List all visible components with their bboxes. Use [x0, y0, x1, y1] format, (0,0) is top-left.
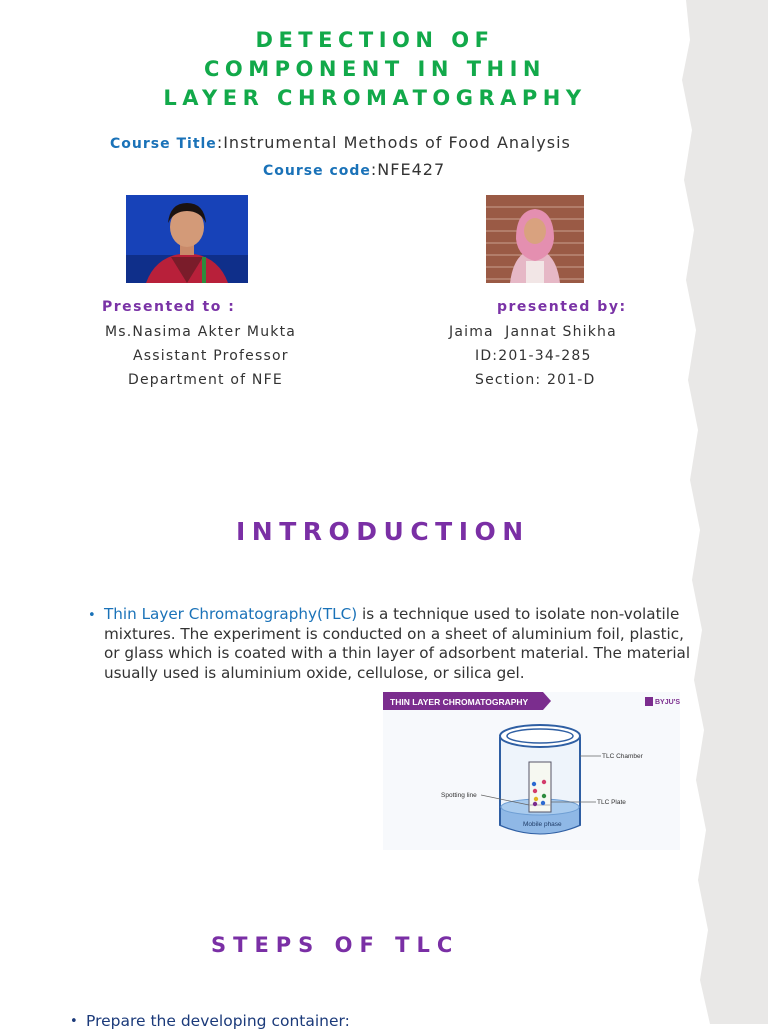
steps-item-1: Prepare the developing container: — [86, 1012, 350, 1030]
tlc-term: Thin Layer Chromatography(TLC) — [104, 605, 358, 623]
course-code-row — [263, 160, 445, 179]
tlc-diagram — [383, 692, 680, 850]
teacher-photo — [126, 195, 248, 283]
course-code-value: :NFE427 — [370, 160, 446, 179]
title-line-3: LAYER CHROMATOGRAPHY — [163, 86, 587, 110]
title-line-1: DETECTION OF — [255, 28, 495, 52]
diagram-brand: BYJU'S — [655, 699, 680, 706]
course-title-value: :Instrumental Methods of Food Analysis — [216, 133, 571, 152]
presented-by-name: Jaima Jannat Shikha — [449, 324, 617, 340]
label-tlc-plate: TLC Plate — [597, 799, 626, 806]
presented-by-section: Section: 201-D — [475, 372, 596, 388]
student-photo — [486, 195, 584, 283]
intro-bullet: • — [88, 608, 96, 623]
presented-to-label: Presented to : — [102, 299, 236, 315]
steps-heading: STEPS OF TLC — [211, 933, 460, 957]
label-mobile-phase: Mobile phase — [523, 821, 562, 828]
title-line-2: COMPONENT IN THIN — [203, 57, 547, 81]
diagram-banner: THIN LAYER CHROMATOGRAPHY — [390, 697, 529, 707]
course-title-row — [110, 133, 571, 152]
presented-by-id: ID:201-34-285 — [475, 348, 592, 364]
presented-by-label: presented by: — [497, 299, 627, 315]
label-spotting-line: Spotting line — [441, 792, 477, 799]
course-code-label: Course code — [263, 163, 371, 179]
label-tlc-chamber: TLC Chamber — [602, 753, 643, 760]
steps-bullet: • — [70, 1014, 78, 1029]
intro-paragraph — [104, 605, 694, 683]
intro-text: is a technique used to isolate non-volatile mixtures. The experiment is conducted on a sheet of aluminium foil, plastic, or glass which is coated with a thin layer of adsorbent material. The material usually used is aluminium oxide, cellulose, or silica gel. — [104, 605, 691, 682]
presented-to-name: Ms.Nasima Akter Mukta — [105, 324, 297, 340]
course-title-label: Course Title — [110, 136, 217, 152]
torn-paper-edge — [678, 0, 768, 1024]
presented-to-department: Department of NFE — [128, 372, 283, 388]
presented-to-designation: Assistant Professor — [133, 348, 289, 364]
introduction-heading: INTRODUCTION — [236, 517, 530, 546]
